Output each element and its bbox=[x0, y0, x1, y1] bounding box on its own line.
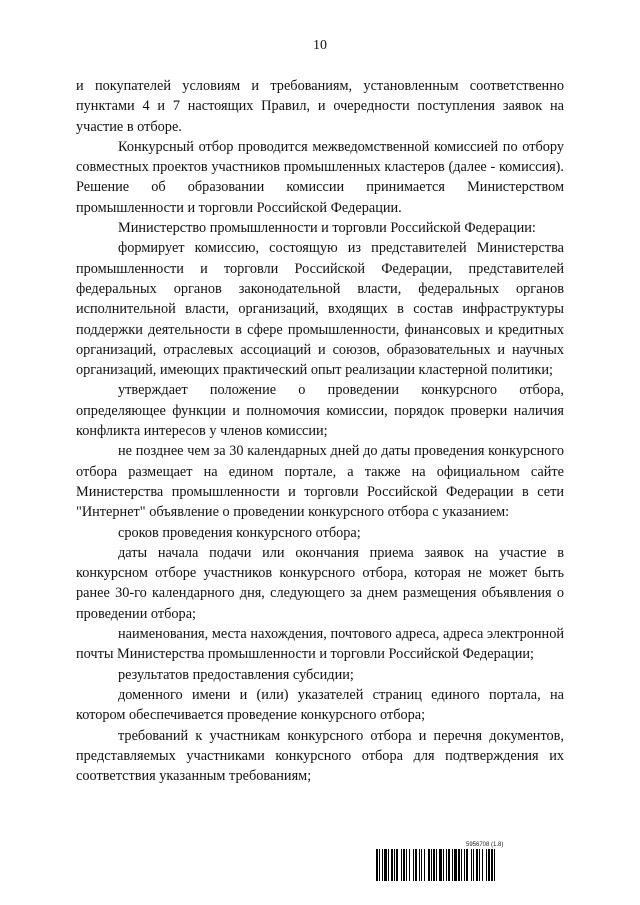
paragraph-approves-regulation: утверждает положение о проведении конкурсного отбора, определяющее функции и полномочия комиссии, порядок проверки наличия конфликта интересов у членов комиссии; bbox=[76, 382, 564, 440]
paragraph-publishes-announcement: не позднее чем за 30 календарных дней до даты проведения конкурсного отбора размещает на едином портале, а также на официальном сайте Министерства промышленности и торговли Российской Федерации в сети "Интернет" объявление о проведении конкурсного отбора с указанием: bbox=[76, 443, 564, 521]
list-item-requirements: требований к участникам конкурсного отбора и перечня документов, представляемых участниками конкурсного отбора для подтверждения их соответствия указанным требованиям; bbox=[76, 727, 564, 785]
list-item-domain: доменного имени и (или) указателей страниц единого портала, на котором обеспечивается проведение конкурсного отбора; bbox=[76, 686, 564, 724]
paragraph-forms-commission: формирует комиссию, состоящую из представителей Министерства промышленности и торговли Российской Федерации, представителей федеральных органов законодательной власти, федеральных органов исполнительной власти, организаций, входящих в состав инфраструктуры поддержки деятельности в сфере промышленности, финансовых и кредитных организаций, отраслевых ассоциаций и союзов, образовательных и научных организаций, имеющих практический опыт реализации кластерной политики; bbox=[76, 240, 564, 379]
barcode-number: 5956708 (1.8) bbox=[466, 842, 504, 848]
paragraph-continuation: и покупателей условиям и требованиям, установленным соответственно пунктами 4 и 7 настоящих Правил, и очередности поступления заявок на участие в отборе. bbox=[76, 78, 564, 135]
list-item-deadlines: сроков проведения конкурсного отбора; bbox=[118, 524, 361, 541]
paragraph-ministry: Министерство промышленности и торговли Российской Федерации: bbox=[118, 220, 536, 237]
barcode-block bbox=[376, 842, 566, 884]
list-item-results: результатов предоставления субсидии; bbox=[118, 666, 354, 683]
document-body bbox=[76, 76, 564, 786]
page-number: 10 bbox=[313, 38, 327, 53]
list-item-application-dates: даты начала подачи или окончания приема заявок на участие в конкурсном отборе участников конкурсного отбора, которая не может быть ранее 30-го календарного дня, следующего за днем размещения объявления о проведении отбора; bbox=[76, 544, 564, 622]
paragraph-commission: Конкурсный отбор проводится межведомственной комиссией по отбору совместных проектов участников промышленных кластеров (далее - комиссия). Решение об образовании комиссии принимается Министерством промышленности и торговли Российской Федерации. bbox=[76, 138, 564, 216]
list-item-contacts: наименования, места нахождения, почтового адреса, адреса электронной почты Министерства промышленности и торговли Российской Федерации; bbox=[76, 626, 564, 663]
barcode-icon bbox=[376, 849, 566, 881]
